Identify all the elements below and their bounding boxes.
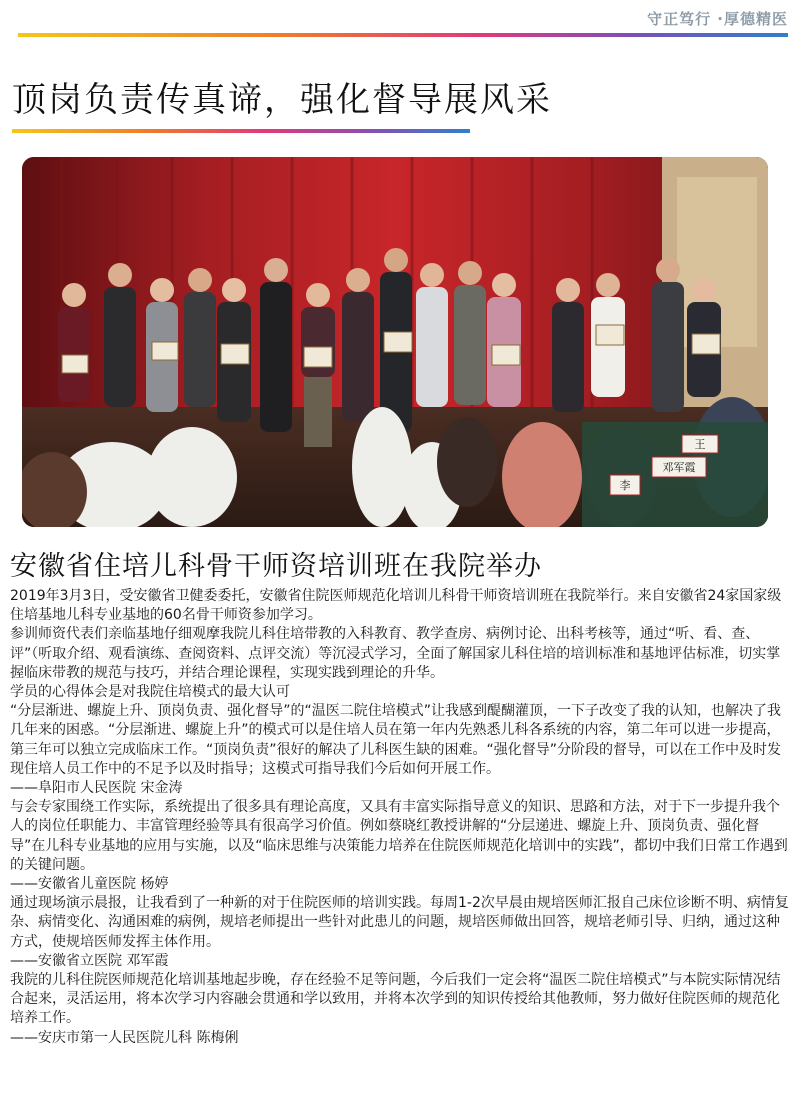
attribution: ——安徽省立医院 邓军霞 xyxy=(10,952,169,969)
body-paragraph: “分层渐进、螺旋上升、顶岗负责、强化督导”的“温医二院住培模式”让我感到醍醐灌顶，一下子改变了我的认知，也解决了我几年来的困惑。“分层渐进、螺旋上升”的模式可以是住培人员在第一年内先熟悉儿科各系统的内容，第二年可以进一步提高，第三年可以独立完成临床工作。“顶岗负责”很好的解决了儿科医生缺的困难。“强化督导”分阶段的督导，可以在工作中及时发现住培人员工作中的不足予以及时指导；这模式可指导我们今后如何开展工作。 xyxy=(10,703,782,777)
body-paragraph: 参训师资代表们亲临基地仔细观摩我院儿科住培带教的入科教育、教学查房、病例讨论、出科考核等，通过“听、看、查、评”（听取介绍、观看演练、查阅资料、点评交流）等沉浸式学习，全面了解国家儿科住培的培训标准和基地评估标准，切实掌握临床带教的规范与技巧，并结合理论课程，实现实践到理论的升华。 xyxy=(10,626,781,681)
body-paragraph: 我院的儿科住院医师规范化培训基地起步晚，存在经验不足等问题，今后我们一定会将“温医二院住培模式”与本院实际情况结合起来，灵活运用，将本次学习内容融会贯通和学以致用，并将本次学到的知识传授给其他教师，努力做好住院医师的规范化培养工作。 xyxy=(10,972,781,1027)
desk-sign-text: 王 xyxy=(694,438,706,451)
article-body xyxy=(10,587,790,1048)
title-gradient-underline xyxy=(12,129,470,133)
article-main-title: 顶岗负责传真谛，强化督导展风采 xyxy=(12,80,552,120)
body-paragraph: 2019年3月3日，受安徽省卫健委委托，安徽省住院医师规范化培训儿科骨干师资培训班在我院举行。来自安徽省24家国家级住培基地儿科专业基地的60名骨干师资参加学习。 xyxy=(10,588,782,624)
body-paragraph: 学员的心得体会是对我院住培模式的最大认可 xyxy=(10,684,290,701)
desk-sign-text: 邓军霞 xyxy=(662,461,696,474)
group-photo-illustration xyxy=(22,157,768,527)
desk-sign-text: 李 xyxy=(619,479,631,492)
header-motto: 守正笃行 ·厚德精医 xyxy=(647,10,788,28)
attribution: ——安庆市第一人民医院儿科 陈梅俐 xyxy=(10,1029,239,1046)
attribution: ——安徽省儿童医院 杨婷 xyxy=(10,876,169,893)
header-gradient-rule xyxy=(18,33,788,37)
body-paragraph: 通过现场演示晨报，让我看到了一种新的对于住院医师的培训实践。每周1-2次早晨由规培医师汇报自己床位诊断不明、病情复杂、病情变化、沟通困难的病例，规培老师提出一些针对此患儿的问题，规培医师做出回答，规培老师引导、归纳，通过这种方式，使规培医师发挥主体作用。 xyxy=(10,895,789,950)
group-photo xyxy=(22,157,768,527)
article-subtitle: 安徽省住培儿科骨干师资培训班在我院举办 xyxy=(10,551,542,582)
page-header xyxy=(0,0,800,40)
body-paragraph: 与会专家围绕工作实际，系统提出了很多具有理论高度，又具有丰富实际指导意义的知识、思路和方法，对于下一步提升我个人的岗位任职能力、丰富管理经验等具有很高学习价值。例如蔡晓红教授讲解的“分层递进、螺旋上升、顶岗负责、强化督导”在儿科专业基地的应用与实施，以及“临床思维与决策能力培养在住院医师规范化培训中的实践”，都切中我们日常工作遇到的关键问题。 xyxy=(10,799,788,873)
attribution: ——阜阳市人民医院 宋金涛 xyxy=(10,780,183,797)
